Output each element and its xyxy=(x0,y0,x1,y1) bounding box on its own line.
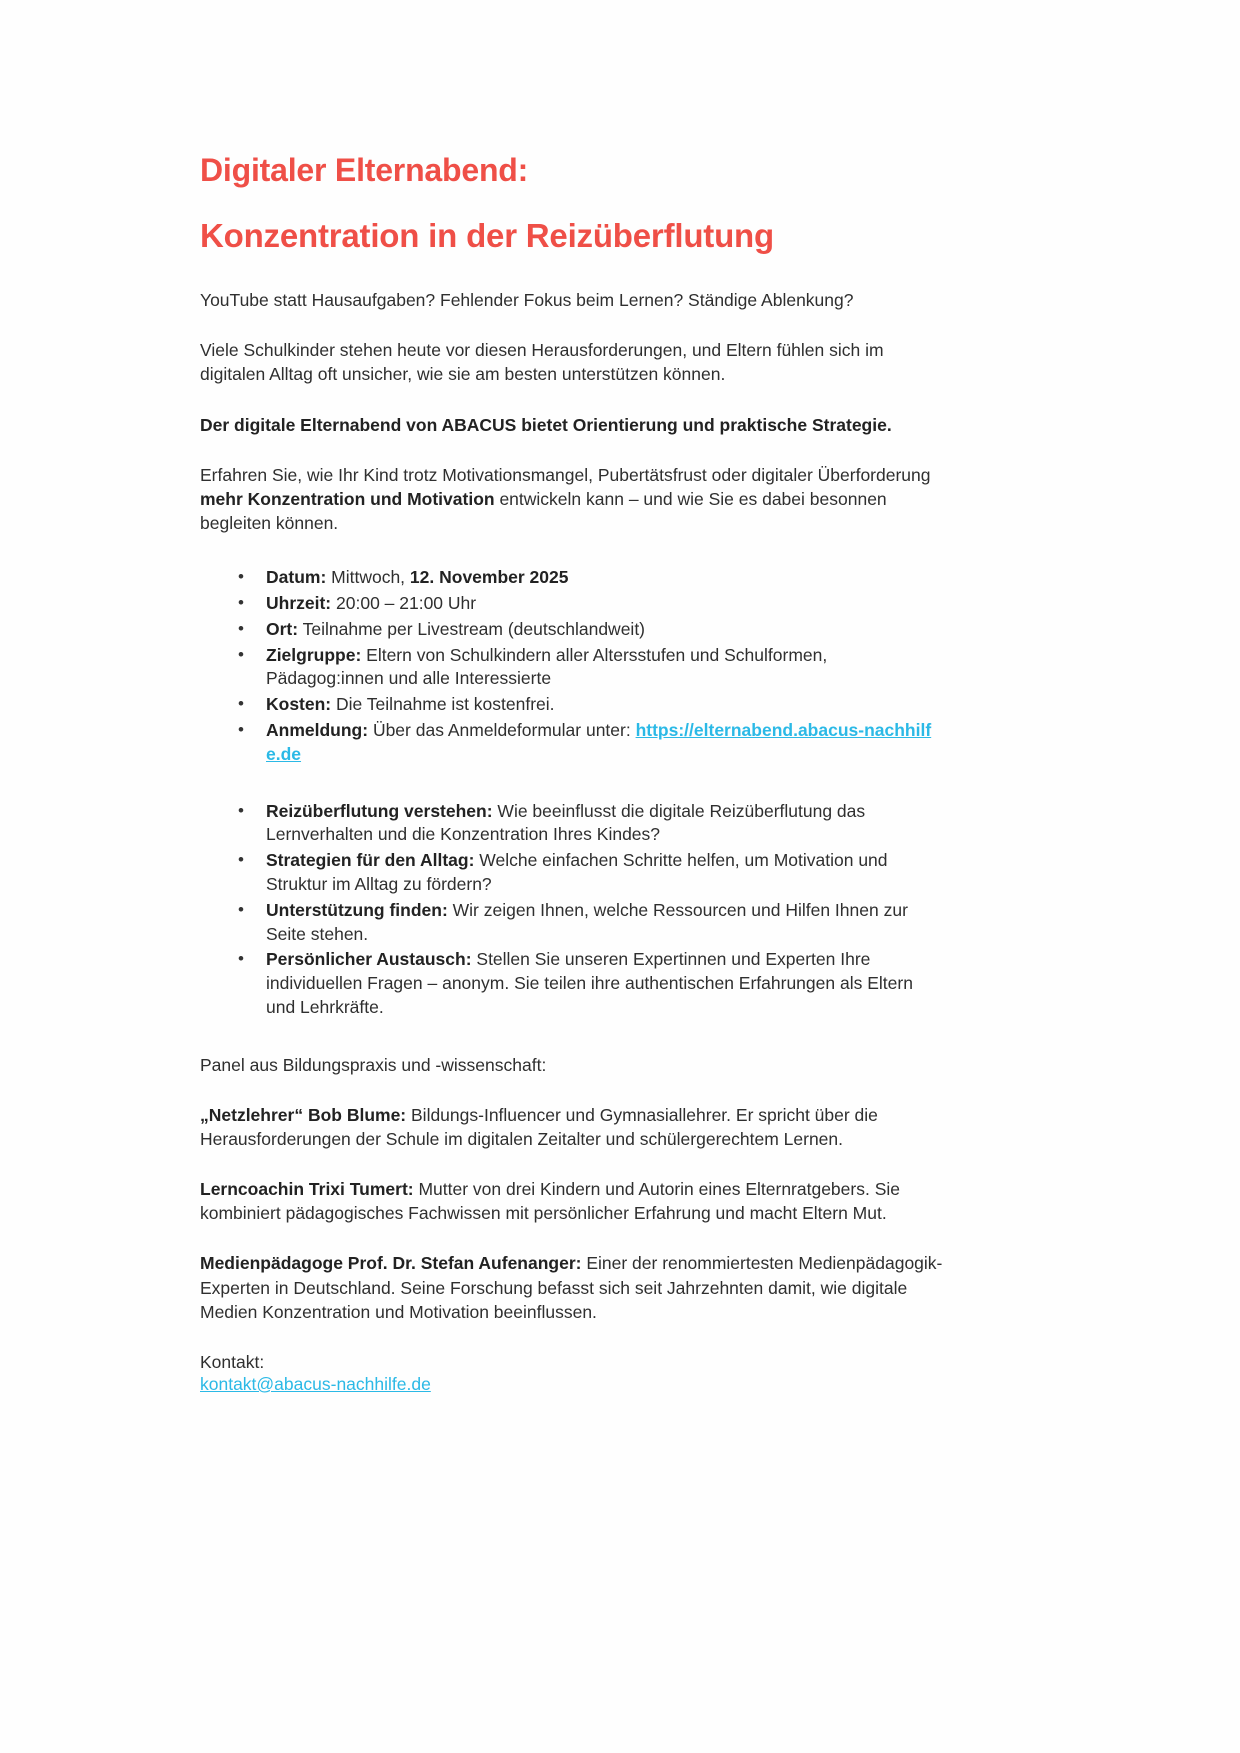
event-detail-text: Mittwoch, xyxy=(326,567,410,588)
list-item xyxy=(200,618,945,642)
page-title-line-2: Konzentration in der Reizüberflutung xyxy=(200,216,774,254)
topics-list xyxy=(200,800,945,1020)
event-detail-label: Uhrzeit: xyxy=(266,592,332,613)
topic-label: Persönlicher Austausch: xyxy=(266,949,472,970)
registration-link[interactable]: https://elternabend.abacus-nachhilfe.de xyxy=(266,719,932,764)
list-item xyxy=(200,693,945,717)
page-title-line-1: Digitaler Elternabend: xyxy=(200,152,529,188)
contact-label: Kontakt: xyxy=(200,1351,265,1372)
topic-text: Welche einfachen Schritte helfen, um Motivation und Struktur im Alltag zu fördern? xyxy=(266,850,888,894)
topic-text: Wir zeigen Ihnen, welche Ressourcen und Hilfen Ihnen zur Seite stehen. xyxy=(266,899,908,944)
panel-heading: Panel aus Bildungspraxis und -wissenschaft: xyxy=(200,1054,547,1075)
topic-label: Unterstützung finden: xyxy=(266,899,448,920)
topic-label: Reizüberflutung verstehen: xyxy=(266,800,493,821)
intro-promise-bold: mehr Konzentration und Motivation xyxy=(200,488,495,509)
list-item xyxy=(200,800,945,848)
list-item-registration xyxy=(200,719,945,767)
intro-lead-bold-text: Der digitale Elternabend von ABACUS bietet Orientierung und praktische Strategie. xyxy=(200,414,892,435)
document-content xyxy=(200,150,945,1395)
contact-email-link[interactable]: kontakt@abacus-nachhilfe.de xyxy=(200,1373,431,1394)
event-detail-text: 20:00 – 21:00 Uhr xyxy=(331,592,477,613)
speaker-entry xyxy=(200,1103,945,1151)
event-details-list xyxy=(200,566,945,766)
list-item xyxy=(200,592,945,616)
speaker-entry xyxy=(200,1177,945,1225)
registration-text: Über das Anmeldeformular unter: xyxy=(368,719,636,740)
list-item xyxy=(200,899,945,947)
intro-lead-bold xyxy=(200,413,945,437)
speaker-bio: Bildungs-Influencer und Gymnasiallehrer. Er spricht über die Herausforderungen der Schule im digitalen Zeitalter und schülergerechtem Lernen. xyxy=(200,1104,878,1149)
speaker-bio: Mutter von drei Kindern und Autorin eines Elternratgebers. Sie kombiniert pädagogisches Fachwissen mit persönlicher Erfahrung und macht Eltern Mut. xyxy=(200,1179,900,1224)
list-item xyxy=(200,644,945,692)
speaker-entry xyxy=(200,1251,945,1323)
intro-promise-part-2: entwickeln kann – und wie Sie es dabei besonnen begleiten können. xyxy=(200,488,887,534)
event-detail-text: Die Teilnahme ist kostenfrei. xyxy=(331,694,555,715)
speaker-name: „Netzlehrer“ Bob Blume: xyxy=(200,1104,407,1125)
event-detail-label: Zielgruppe: xyxy=(266,644,362,665)
intro-promise-part-1: Erfahren Sie, wie Ihr Kind trotz Motivationsmangel, Pubertätsfrust oder digitaler Überforderung xyxy=(200,464,931,485)
list-item xyxy=(200,948,945,1019)
event-detail-label: Kosten: xyxy=(266,694,332,715)
topic-label: Strategien für den Alltag: xyxy=(266,850,475,871)
list-item xyxy=(200,566,945,590)
event-detail-bold-value: 12. November 2025 xyxy=(409,567,569,588)
intro-promise xyxy=(200,463,945,535)
intro-paragraph: Viele Schulkinder stehen heute vor diesen Herausforderungen, und Eltern fühlen sich im digitalen Alltag oft unsicher, wie sie am besten unterstützen können. xyxy=(200,340,884,385)
speaker-bio: Einer der renommiertesten Medienpädagogik-Experten in Deutschland. Seine Forschung befasst sich seit Jahrzehnten damit, wie digitale Medien Konzentration und Motivation beeinflussen. xyxy=(200,1253,943,1322)
topic-text: Wie beeinflusst die digitale Reizüberflutung das Lernverhalten und die Konzentration Ihres Kindes? xyxy=(266,800,866,845)
intro-hook: YouTube statt Hausaufgaben? Fehlender Fokus beim Lernen? Ständige Ablenkung? xyxy=(200,290,854,311)
event-detail-text: Teilnahme per Livestream (deutschlandweit) xyxy=(298,618,646,639)
event-detail-label: Datum: xyxy=(266,567,327,588)
speaker-name: Lerncoachin Trixi Tumert: xyxy=(200,1179,414,1200)
event-detail-text: Eltern von Schulkindern aller Altersstufen und Schulformen, Pädagog:innen und alle Interessierte xyxy=(266,644,828,689)
list-item xyxy=(200,849,945,897)
topic-text: Stellen Sie unseren Expertinnen und Experten Ihre individuellen Fragen – anonym. Sie teilen ihre authentischen Erfahrungen als Eltern und Lehrkräfte. xyxy=(266,949,913,1017)
registration-label: Anmeldung: xyxy=(266,719,369,740)
speaker-name: Medienpädagoge Prof. Dr. Stefan Aufenanger: xyxy=(200,1253,582,1274)
event-detail-label: Ort: xyxy=(266,618,299,639)
